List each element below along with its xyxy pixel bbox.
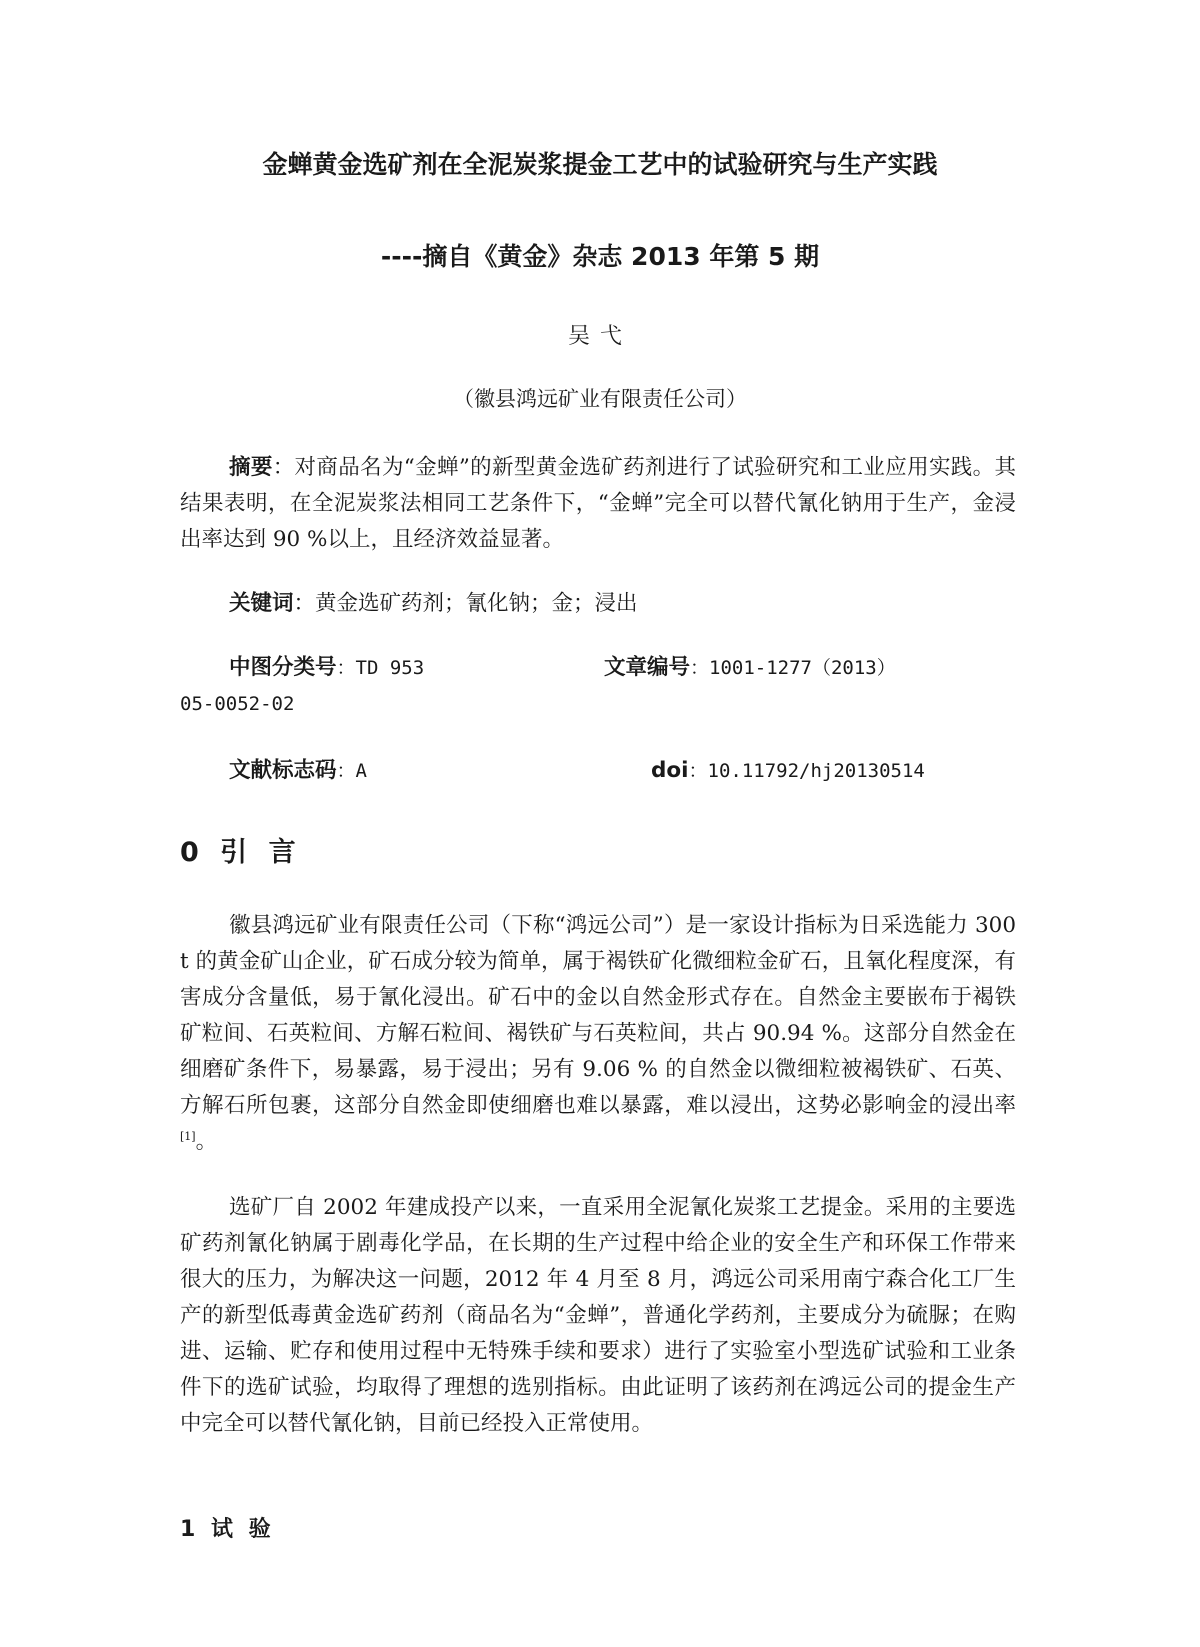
abstract-paragraph	[180, 450, 1016, 558]
article-number-value: ：1001-1277（2013）	[690, 657, 896, 679]
doc-code-value: ：A	[336, 760, 367, 782]
intro-paragraph-1-end: 。	[195, 1129, 218, 1154]
author-name: 吴弋	[567, 324, 632, 349]
section-heading-introduction: 0 引 言	[180, 837, 302, 868]
paper-subtitle: ----摘自《黄金》杂志 2013 年第 5 期	[380, 242, 820, 271]
abstract-label: 摘要	[229, 455, 273, 480]
doc-code-label: 文献标志码	[229, 758, 337, 783]
keywords-text: ：黄金选矿药剂；氰化钠；金；浸出	[293, 591, 638, 616]
clc-label: 中图分类号	[229, 655, 337, 680]
section-heading-experiment: 1 试 验	[180, 1517, 275, 1542]
abstract-text: ：对商品名为“金蝉”的新型黄金选矿药剂进行了试验研究和工业应用实践。其结果表明，在全泥炭浆法相同工艺条件下，“金蝉”完全可以替代氰化钠用于生产，金浸出率达到 90 %以上，且经济效益显著。	[180, 455, 1016, 552]
intro-paragraph-2: 选矿厂自 2002 年建成投产以来，一直采用全泥氰化炭浆工艺提金。采用的主要选矿药剂氰化钠属于剧毒化学品，在长期的生产过程中给企业的安全生产和环保工作带来很大的压力，为解决这一问题，2012 年 4 月至 8 月，鸿远公司采用南宁森合化工厂生产的新型低毒黄金选矿药剂（商品名为“金蝉”，普通化学药剂，主要成分为硫脲；在购进、运输、贮存和使用过程中无特殊手续和要求）进行了实验室小型选矿试验和工业条件下的选矿试验，均取得了理想的选别指标。由此证明了该药剂在鸿远公司的提金生产中完全可以替代氰化钠，目前已经投入正常使用。	[180, 1195, 1016, 1436]
paper-title: 金蝉黄金选矿剂在全泥炭浆提金工艺中的试验研究与生产实践	[262, 150, 938, 179]
doc-code-line	[229, 753, 367, 789]
keywords-line	[229, 586, 638, 622]
author-affiliation: （徽县鸿远矿业有限责任公司）	[453, 387, 747, 411]
clc-value: ：TD 953	[336, 657, 425, 679]
article-number-label: 文章编号	[604, 655, 691, 680]
doi-value: ：10.11792/hj20130514	[688, 760, 925, 782]
keywords-label: 关键词	[229, 591, 294, 616]
intro-paragraph-1-text: 徽县鸿远矿业有限责任公司（下称“鸿远公司”）是一家设计指标为日采选能力 300 t 的黄金矿山企业，矿石成分较为简单，属于褐铁矿化微细粒金矿石，且氧化程度深，有害成分含量低，易于氰化浸出。矿石中的金以自然金形式存在。自然金主要嵌布于褐铁矿粒间、石英粒间、方解石粒间、褐铁矿与石英粒间，共占 90.94 %。这部分自然金在细磨矿条件下，易暴露，易于浸出；另有 9.06 % 的自然金以微细粒被褐铁矿、石英、方解石所包裹，这部分自然金即使细磨也难以暴露，难以浸出，这势必影响金的浸出率	[180, 913, 1016, 1118]
doi-label: doi	[651, 758, 689, 783]
article-number-continued: 05-0052-02	[180, 693, 295, 715]
article-number-line	[604, 650, 896, 686]
clc-line	[229, 650, 424, 686]
intro-paragraph-1	[180, 908, 1016, 1160]
citation-ref[interactable]: [1]	[180, 1129, 196, 1143]
doi-line	[651, 753, 925, 789]
